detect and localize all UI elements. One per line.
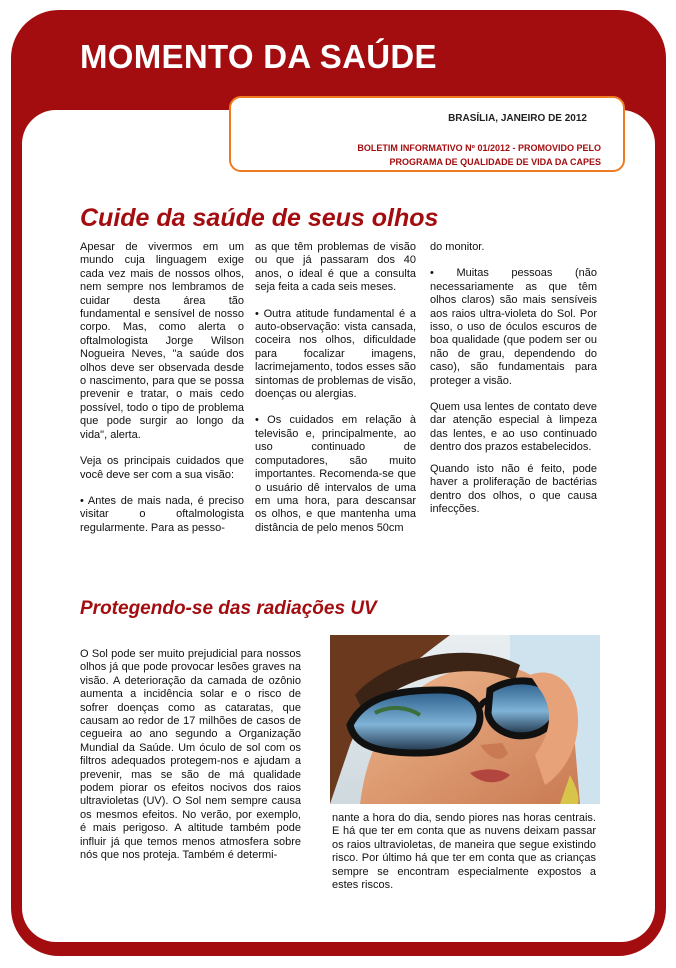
bullet-paragraph: • Antes de mais nada, é preciso visitar o oftalmologista regularmente. Para as pesso-	[80, 494, 244, 534]
paragraph: do monitor.	[430, 241, 485, 253]
bullet-paragraph: • Outra atitude fundamental é a auto-observação: vista cansada, coceira nos olhos, dificuldade para focalizar imagens, lacrimejamento, todos esses são sintomas de problemas de visão, doenças ou alergias.	[255, 307, 416, 401]
paragraph: Quando isto não é feito, pode haver a proliferação de bactérias dentro dos olhos, o que causa infecções.	[430, 462, 597, 515]
bullet-paragraph: • Os cuidados em relação à televisão e, principalmente, ao uso continuado de computadores, são muito importantes. Recomenda-se que o usuário dê intervalos de uma em uma hora, para descansar os olhos, e que mantenha uma distância de pelo menos 50cm	[255, 414, 416, 534]
date-line: BRASÍLIA, JANEIRO DE 2012	[448, 113, 587, 124]
text-column-2	[255, 241, 416, 535]
sunglasses-woman-photo	[330, 635, 600, 804]
paragraph: Veja os principais cuidados que você deve ser com a sua visão:	[80, 455, 244, 481]
page-title: MOMENTO DA SAÚDE	[80, 38, 437, 75]
uv-text-column-1: O Sol pode ser muito prejudicial para nossos olhos já que pode provocar lesões graves na visão. A deterioração da camada de ozônio aumenta a incidência solar e o risco de sofrer doenças como as cataratas, que causam ao redor de 17 milhões de casos de cegueira ao ano segundo a Organização Mundial da Saúde. Um óculo de sol com os filtros adequados protegem-nos e ajudam a prevenir, mas se são de má qualidade podem piorar os efeitos nocivos dos raios ultravioletas (UV). O Sol nem sempre causa os mesmos efeitos. No verão, por exemplo, é mais perigoso. A altitude também pode influir já que temos menos atmosfera sobre nós que nos proteja. Também é determi-	[80, 648, 301, 862]
paragraph: Quem usa lentes de contato deve dar atenção especial à limpeza das lentes, e ao uso continuado dentro dos prazos estabelecidos.	[430, 401, 597, 454]
section-heading-uv: Protegendo-se das radiações UV	[80, 598, 377, 619]
section-heading-eyes: Cuide da saúde de seus olhos	[80, 204, 439, 232]
paragraph: Apesar de vivermos em um mundo cuja linguagem exige cada vez mais de nossos olhos, nem sempre nos lembramos de cuidar desta área tão fundamental e sensível de nosso corpo. Mas, como alerta o oftalmologista Jorge Wilson Nogueira Neves, "a saúde dos olhos deve ser observada desde o nascimento, para que se possa prevenir e tratar, o mais cedo possível, todo o tipo de problema que pode surgir ao longo da vida", alerta.	[80, 241, 244, 441]
bulletin-line-2: PROGRAMA DE QUALIDADE DE VIDA DA CAPES	[389, 157, 601, 167]
paragraph: as que têm problemas de visão ou que já passaram dos 40 anos, o ideal é que a consulta seja feita a cada seis meses.	[255, 241, 416, 294]
text-column-1	[80, 241, 244, 535]
uv-text-column-2: nante a hora do dia, sendo piores nas horas centrais. E há que ter em conta que as nuvens deixam passar os raios ultravioletas, de maneira que segue existindo risco. Por último há que ter em conta que as crianças sempre se encontram especialmente expostos a estes riscos.	[332, 812, 596, 892]
bullet-paragraph: • Muitas pessoas (não necessariamente as que têm olhos claros) são mais sensíveis aos raios ultra-violeta do Sol. Por isso, o uso de óculos escuros de boa qualidade (que podem ser ou não de grau, dependendo do caso), são fundamentais para proteger a visão.	[430, 267, 597, 387]
text-column-3	[430, 241, 597, 516]
info-box	[229, 96, 625, 172]
bulletin-line-1: BOLETIM INFORMATIVO Nº 01/2012 - PROMOVIDO PELO	[357, 143, 601, 153]
bulletin-info	[357, 141, 601, 169]
